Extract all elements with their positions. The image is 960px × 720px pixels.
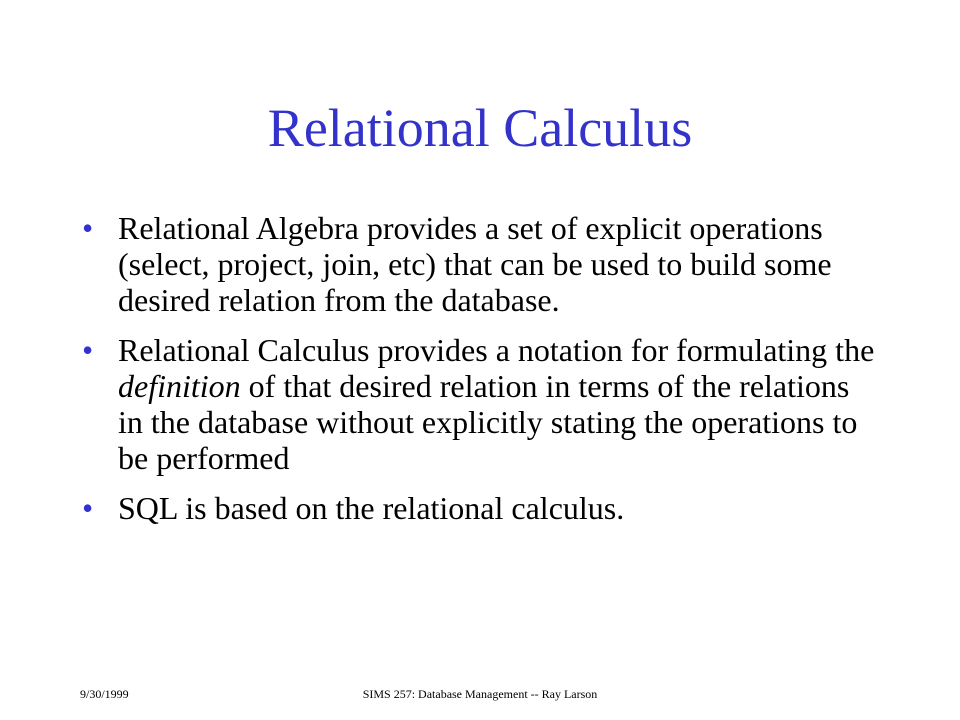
footer-date: 9/30/1999: [80, 687, 129, 701]
bullet-text: SQL is based on the relational calculus.: [118, 490, 625, 526]
bullet-emphasis: definition: [118, 368, 241, 404]
bullet-item: [80, 210, 880, 318]
bullet-text-end: of that desired relation in terms of the relations in the database without explicitly stating the operations to be performed: [118, 368, 858, 476]
bullet-icon: •: [82, 490, 94, 526]
bullet-icon: •: [82, 332, 94, 368]
bullet-text: Relational Algebra provides a set of explicit operations (select, project, join, etc) that can be used to build some desired relation from the database.: [118, 210, 832, 318]
slide-title: Relational Calculus: [267, 98, 693, 158]
bullet-list: [80, 210, 880, 540]
bullet-icon: •: [82, 210, 94, 246]
footer-course: SIMS 257: Database Management -- Ray Larson: [362, 687, 598, 701]
bullet-text-start: Relational Calculus provides a notation for formulating the: [118, 332, 875, 368]
bullet-item: [80, 490, 880, 526]
bullet-item: [80, 332, 880, 476]
